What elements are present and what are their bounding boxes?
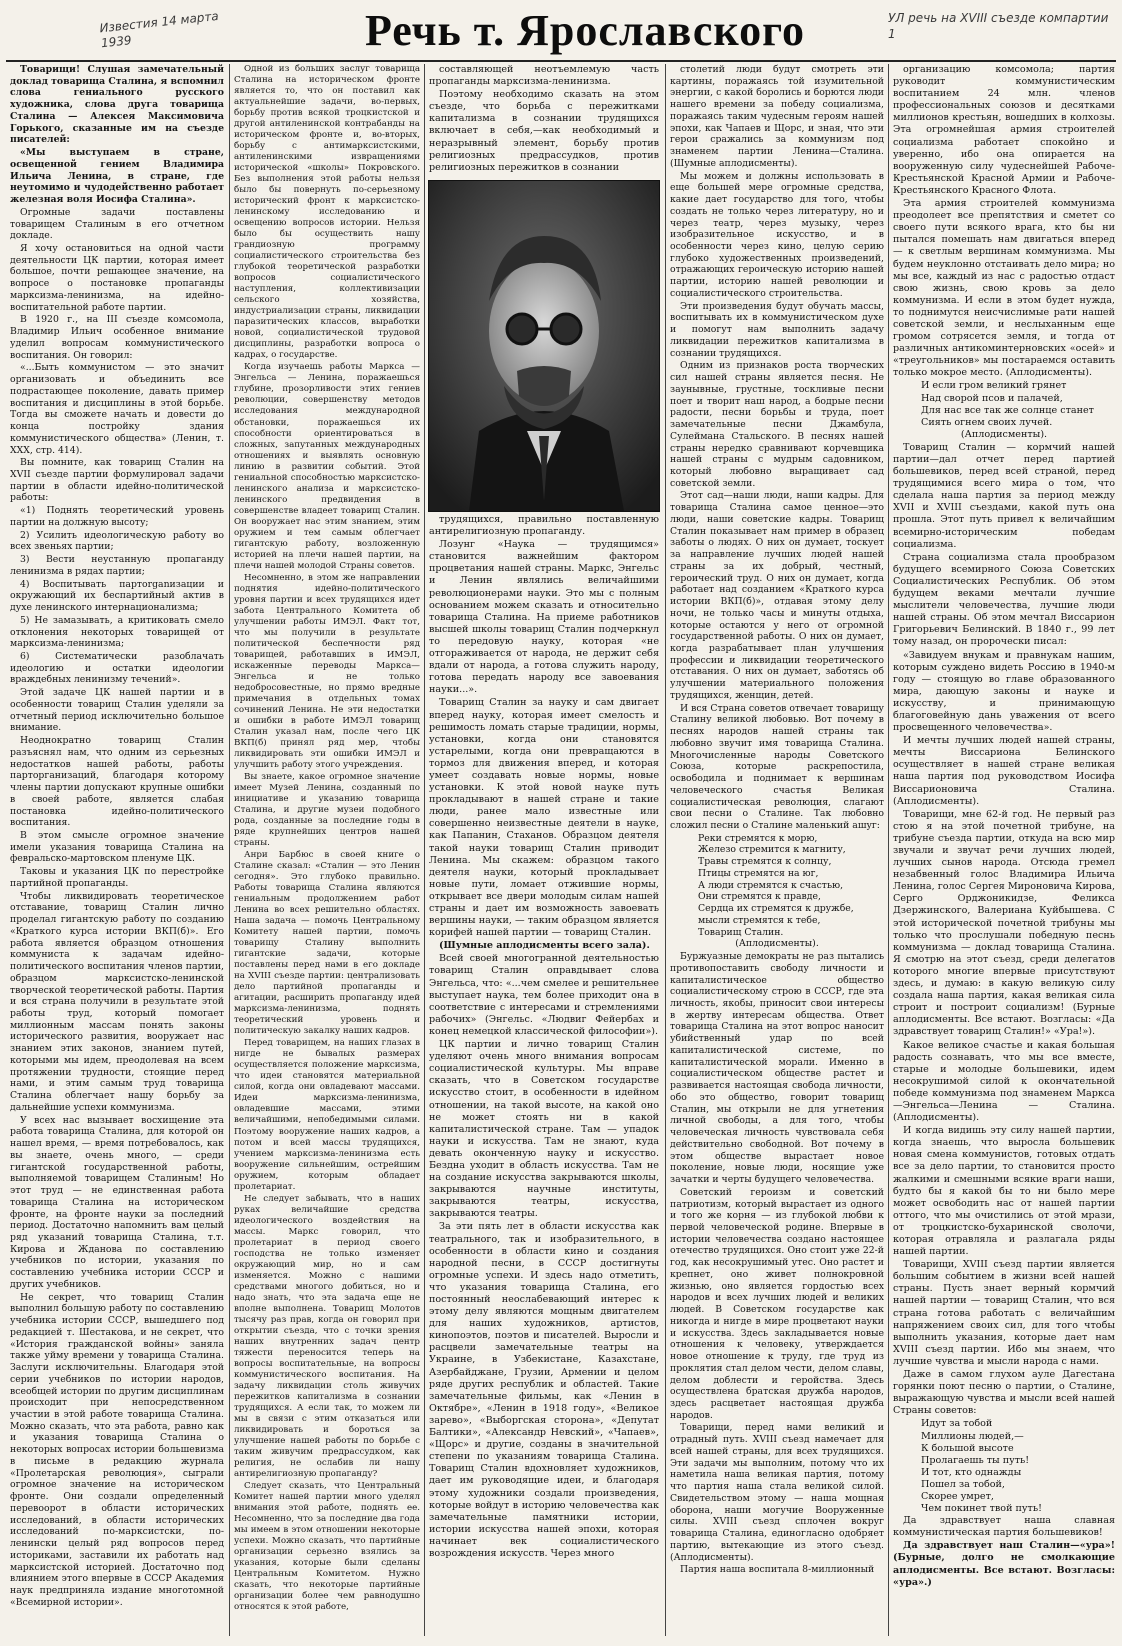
paragraph: Какое великое счастье и какая большая радость сознавать, что мы все вместе, старые и молодые большевики, идем несокрушимой силой к окончательной победе коммунизма под знаменем Маркса—Энгельса—Ленина — Сталина. (Аплодисменты).	[893, 1039, 1115, 1124]
paragraph: В этом смысле огромное значение имели указания товарища Сталина на февральско-мартовском пленуме ЦК.	[10, 830, 224, 865]
column-divider	[888, 64, 889, 1636]
article-headline: Речь т. Ярославского	[364, 6, 806, 55]
paragraph: Товарищ Сталин — кормчий нашей партии—дал отчет перед партией большевиков, перед всей страной, перед трудящимися всего мира о том, что сделала наша партия за период между XVII и XVIII съездами, какой путь она прошла. Этот путь привел к величайшим всемирно-историческим победам социализма.	[893, 441, 1115, 550]
paragraph: 4) Воспитывать партorganизации и окружающий их беспартийный актив в духе ленинского интернационализма;	[10, 578, 224, 614]
column-divider	[229, 64, 230, 1636]
paragraph: (Аплодисменты).	[960, 428, 1048, 440]
paragraph: составляющей неотъемлемую часть пропаганды марксизма-ленинизма.	[429, 64, 659, 88]
paragraph: Одной из больших заслуг товарища Сталина на историческом фронте является то, что он поставил как актуальнейшие задачи, во-первых, борьбу против всякой троцкистской и другой антиленинской контрабанды на историческом фронте и, во-вторых, борьбу с антимарксистскими, антиленинскими извращениями исторической «школы» Покровского. Без выполнения этой работы нельзя было бы повернуть по-серьезному исторический фронт к марксистско-ленинскому исследованию и освещению вопросов истории. Нельзя было бы осуществить нашу грандиозную программу социалистического строительства без глубокой теоретической разработки вопросов социалистического наступления, коллективизации сельского хозяйства, индустриализации страны, ликвидации паразитических классов, выработки новой, социалистической трудовой дисциплины, разработки вопроса о кадрах, о государстве.	[234, 64, 420, 361]
paragraph: Когда изучаешь работы Маркса — Энгельса — Ленина, поражаешься глубине, прозорливости этих гениев революции, совершенству методов исследования международной обстановки, поражаешься их способности ориентироваться в сложных, запутанных международных отношениях и выявлять основную линию в развитии событий. Этой гениальной способностью марксистско-ленинского анализа и марксистско-ленинского предвидения в совершенстве владеет товарищ Сталин. Он вооружает нас этим знанием, этим оружием и тем самым облегчает гигантскую работу, возложенную историей на плечи нашей партии, на плечи нашей молодой Страны советов.	[234, 362, 420, 571]
verse-line: Над сворой псов и палачей,	[921, 392, 1063, 404]
verse-line: Пролагаешь ты путь!	[921, 1454, 1030, 1466]
portrait-photo	[428, 180, 660, 512]
text-column-3-top	[429, 64, 659, 176]
verse-line: Они стремятся к правде,	[698, 891, 821, 903]
column-divider	[424, 64, 425, 1636]
paragraph: Следует сказать, что Центральный Комитет нашей партии много уделял внимания этой работе, поднять ее. Несомненно, что за последние два года мы имеем в этом отношении некоторые успехи. Можно сказать, что партийные организации серьезно взялись за указания, которые были сделаны Центральным Комитетом. Нужно сказать, что некоторые партийные организации более чем равнодушно относятся к этой работе,	[234, 1481, 420, 1613]
verse-line: Железо стремится к магниту,	[698, 844, 846, 856]
paragraph: Не следует забывать, что в наших руках величайшие средства идеологического воздействия на массы. Маркс говорил, что пролетариат в период своего господства не только изменяет окружающий мир, но и сам изменяется. Можно с нашими средствами многого добиться, но и надо знать, что эта задача еще не вполне выполнена. Товарищ Молотов тысячу раз прав, когда он говорил при открытии съезда, что с точки зрения наших внутренних задач центр тяжести переносится теперь на вопросы воспитательные, на вопросы коммунистического воспитания. На задачу ликвидации столь живучих пережитков капитализма в сознании трудящихся. А если так, то можем ли мы в связи с этим отказаться или ликвидировать и бороться за улучшение нашей работы по борьбе с таким живучим предрассудком, как религия, не ослабив ли нашу антирелигиозную пропаганду?	[234, 1193, 420, 1479]
paragraph: Перед товарищем, на наших глазах в нигде не бывалых размерах осуществляется положение марксизма, что идеи становятся материальной силой, когда они овладевают массами. Идеи марксизма-ленинизма, овладевшие массами, этими величайшими, непобедимыми силами. Поэтому вооружение наших кадров, а потом и всей массы трудящихся, учением марксизма-ленинизма есть вооружение сильнейшим, острейшим оружием, которым обладает пролетариат.	[234, 1038, 420, 1192]
verse-line: Сердца их стремятся к дружбе,	[698, 903, 854, 915]
paragraph: 6) Систематически разоблачать идеологию и остатки идеологии враждебных ленинизму течений».	[10, 650, 224, 686]
paragraph: Мы можем и должны использовать в еще большей мере огромные средства, какие дает государство для того, чтобы создать не только через литературу, но и через театр, через музыку, через изобразительное искусство, и в особенности через кино, целую серию глубоко художественных произведений, отражающих героическую историю нашей партии, историю нашей революции и социалистического строительства.	[670, 170, 884, 299]
paragraph: Я хочу остановиться на одной части деятельности ЦК партии, которая имеет большое, почти решающее значение, на вопросе о постановке пропаганды марксизма-ленинизма, на идейно-воспитательной работе партии.	[10, 243, 224, 313]
paragraph: Вы помните, как товарищ Сталин на XVII съезде партии формулировал задачи партии в области идейно-политической работы:	[10, 457, 224, 504]
paragraph: Буржуазные демократы не раз пытались противопоставить свободу личности и капиталистическое общество социалистическому строю в СССР, где эта личность, якобы, приносит свои интересы в жертву интересам общества. Ответ товарища Сталина на этот вопрос наносит убийственный удар по всей капиталистической системе, по капиталистической морали. Именно в социалистическом обществе растет и развивается настоящая свобода личности, обо это общество, говорит товарищ Сталин, мы открыли не для угнетения личной свободы, а для того, чтобы человеческая личность чувствовала себя действительно свободной. Вот почему в этом обществе вырастает новое поколение, новые люди, носящие уже зачатки и черты будущего человечества.	[670, 951, 884, 1186]
paragraph: Анри Барбюс в своей книге о Сталине сказал: «Сталин — это Ленин сегодня». Это глубоко правильно. Работы товарища Сталина являются гениальным продолжением работ Ленина во всех решительно областях. Наша задача — помочь Центральному Комитету нашей партии, помочь товарищу Сталину выполнить гигантские задачи, которые поставлены перед нами в его докладе на XVIII съезде партии: централизовать дело партийной пропаганды и агитации, расширить пропаганду идей марксизма-ленинизма, поднять теоретический уровень и политическую закалку наших кадров.	[234, 850, 420, 1037]
text-column-1	[10, 64, 224, 1636]
paragraph: Одним из признаков роста творческих сил нашей страны является песня. Не заунывные, грустные, тоскливые песни поет и творит наш народ, а бодрые песни радости, песни борьбы и труда, поет замечательные песни Джамбула, Сулеймана Стальского. В песнях нашей страны нередко сравнивают корчевщика нашей страны с мудрым садовником, который любовно выращивает сад советской земли.	[670, 360, 884, 489]
paragraph: Этот сад—наши люди, наши кадры. Для товарища Сталина самое ценное—это люди, наши советские кадры. Товарищ Сталин показывает нам пример в образец заботы о людях. О них он думает, тоскует за направление лучших людей нашей страны за их добрый, честный, героический труд. О них он думает, когда работает над созданием «Краткого курса истории ВКП(б)», отдавая этому делу ночи, не только часы и минуты отдыха, которые остаются у него от огромной государственной работы. О них он думает, когда разрабатывает план улучшения профессии и ликвидации теоретического отставания. О них он думает, заботясь об улучшении материального положения трудящихся, женщин, детей.	[670, 490, 884, 701]
text-column-5	[893, 64, 1115, 1636]
verse-line: Сиять огнем своих лучей.	[921, 416, 1053, 428]
paragraph: Этой задаче ЦК нашей партии и в особенности товарищ Сталин уделяли за отчетный период исключительно большое внимание.	[10, 687, 224, 734]
paragraph: (Шумные аплодисменты всего зала).	[439, 940, 650, 952]
verse-line: Птицы стремятся на юг,	[698, 867, 819, 879]
paragraph: 3) Вести неустанную пропаганду ленинизма в рядах партии;	[10, 554, 224, 577]
paragraph: Партия наша воспитала 8-миллионный	[680, 1564, 875, 1576]
verse-line: Товарищ Сталин.	[698, 926, 784, 938]
column-divider	[665, 64, 666, 1636]
paragraph: Товарищ Сталин за науку и сам двигает вперед науку, которая имеет смелость и решимость ломать старые традиции, нормы, установки, когда они становятся устарелыми, когда они превращаются в тормоз для движения вперед, и которая умеет создавать новые нормы, новые установки. К этой новой науке путь прокладывают в нашей стране и такие люди, ранее мало известные или совершенно неизвестные деятели в науке, как Папанин, Стаханов. Образцом деятеля такой науки товарищ Сталин приводит Ленина. Мы скажем: образцом такого деятеля науки, который прокладывает новые пути, ломает отжившие нормы, открывает все двери молодым силам нашей страны и дает им возможность завоевать вершины науки, — таким образцом является корифей нашей партии — товарищ Сталин.	[429, 697, 659, 939]
verse-line: А люди стремятся к счастью,	[698, 879, 844, 891]
text-column-3-bottom	[429, 514, 659, 1636]
paragraph: Да здравствует наша славная коммунистическая партия большевиков!	[893, 1515, 1115, 1539]
paragraph: Эта армия строителей коммунизма преодолеет все препятствия и сметет со своего пути всякого врага, кто бы ни пытался помешать нам двигаться вперед — к светлым вершинам коммунизма. Мы будем неуклонно отстаивать дело мира; но мы все, каждый из нас с радостью отдаст свою жизнь, свою кровь за дело коммунизма. И если в этом будет нужда, то поднимутся неисчислимые рати нашей советской земли, и неслыханным еще громом сотрясется земля, и тогда от различных антикоминтерновских «осей» и «треугольников» мы постараемся оставить только мокрое место. (Аплодисменты).	[893, 198, 1115, 379]
paragraph: столетий люди будут смотреть эти картины, поражаясь той изумительной энергии, с какой боролись и борются люди нашего времени за победу социализма, поражаясь таким чудесным героям нашей эпохи, как Чапаев и Щорс, и зная, что эти герои сражались за коммунизм под знаменем партии Ленина—Сталина. (Шумные аплодисменты).	[670, 64, 884, 169]
verse-line: Реки стремятся к морю,	[698, 832, 818, 844]
paragraph: Товарищи, XVIII съезд партии является большим событием в жизни всей нашей страны. Пусть знает верный кормчий нашей партии — товарищ Сталин, что вся страна готова работать с величайшим напряжением своих сил, для того чтобы выполнить указания, которые дает нам XVIII съезд партии. Ибо мы знаем, что лучшие чувства и мысли народа с нами.	[893, 1259, 1115, 1367]
headline-rule	[6, 60, 1116, 62]
paragraph: Лозунг «Наука — трудящимся» становится важнейшим фактором процветания нашей страны. Маркс, Энгельс и Ленин являлись величайшими революционерами науки. Это мы с полным основанием можем сказать и относительно товарища Сталина. На приеме работников высшей школы товарищ Сталин подчеркнул то передовую науку, которая «не отгораживается от народа, не держит себя вдали от народа, а готова служить народу, готова передать народу все завоевания науки...».	[429, 539, 659, 696]
paragraph: За эти пять лет в области искусства как театрального, так и изобразительного, в особенности в области кино и создания народной песни, в СССР достигнуты огромные успехи. И здесь надо отметить, что указания товарища Сталина, его постоянный неослабевающий интерес к этому делу являются мощным двигателем для наших художников, артистов, кинопоэтов, поэтов и писателей. Выросли и расцвели замечательные театры на Украине, в Узбекистане, Казахстане, Азербайджане, Грузии, Армении и целом ряде других республик и областей. Такие замечательные фильмы, как «Ленин в Октябре», «Ленин в 1918 году», «Великое зарево», «Выборгская сторона», «Депутат Балтики», «Александр Невский», «Чапаев», «Щорс» и другие, созданы в значительной степени по указаниям товарища Сталина. Товарищ Сталин вдохновляет художников, дает им руководящие идеи, и благодаря этому художники создали произведения, которые войдут в историю человечества как замечательные памятники истории, истории искусства нашей эпохи, которая начинает век социалистического возрождения искусств. Через много	[429, 1221, 659, 1559]
paragraph: Всей своей многогранной деятельностью товарищ Сталин оправдывает слова Энгельса, что: «...чем смелее и решительнее выступает наука, тем более приходит она в соответствие с интересами и стремлениями рабочих» (Энгельс. «Людвиг Фейербах и конец немецкой классической философии»).	[429, 953, 659, 1037]
paragraph: Поэтому необходимо сказать на этом съезде, что борьба с пережитками капитализма в сознании трудящихся включает в себя,—как необходимый и неразрывный элемент, борьбу против религиозных предрассудков, против религиозных пережитков в сознании	[429, 89, 659, 173]
paragraph: 5) Не замазывать, а критиковать смело отклонения некоторых товарищей от марксизма-ленинизма;	[10, 614, 224, 650]
paragraph: И когда видишь эту силу нашей партии, когда знаешь, что выросла большевик новая смена коммунистов, готовых отдать все за дело партии, то становится просто жалкими и смешными всякие враги наши, будто бы я какой бы то ни было мере может освободить нас от нашей партии оттого, что мы очистились от этой мрази, от троцкистско-бухаринской сволочи, которая отравляла и разлагала ряды нашей партии.	[893, 1125, 1115, 1258]
paragraph: «...Быть коммунистом — это значит организовать и объединить все подрастающее поколение, давать пример воспитания и дисциплины в этой борьбе. Тогда вы сможете начать и довести до конца постройку здания коммунистического общества» (Ленин, т. XXX, стр. 414).	[10, 362, 224, 456]
paragraph: Советский героизм и советский патриотизм, который вырастает из одного и того же корня — из глубокой любви к первой человеческой родине. Впервые в истории человечества создано настоящее отечество трудящихся. Оно стоит уже 22-й год, как несокрушимый утес. Оно растет и крепнет, оно живет полнокровной жизнью, оно является гордостью всех народов и всех лучших людей и великих людей. В Советском государстве как никогда и нигде в мире процветают науки и искусства. Здесь закладывается новые отношения к человеку, утверждается новое отношение к труду, где труд из проклятия стал делом чести, делом славы, делом доблести и геройства. Здесь осуществлена братская дружба народов, здесь расцветает настоящая дружба народов.	[670, 1186, 884, 1421]
paragraph: Товарищи, мне 62-й год. Не первый раз стою я на этой почетной трибуне, на трибуне съезда партии, откуда на всю мир звучали и звучат речи лучших людей, лучших сынов народа. Отсюда гремел незабвенный голос Владимира Ильича Ленина, голос Сергея Мироновича Кирова, Серго Орджоникидзе, Феликса Дзержинского, Валериана Куйбышева. С этой исторической почетной трибуны мы только что прослушали победную песнь коммунизма — доклад товарища Сталина. Я смотрю на этот съезд, среди делегатов которого многие впервые присутствуют здесь, и думаю: в какую великую силу создала наша партия, какая великая сила строит и построит социализм! (Бурные аплодисменты. Все встают. Возгласы: «Да здравствует товарищ Сталин!» «Ура!»).	[893, 808, 1115, 1038]
paragraph: Эти произведения будут обучать массы, воспитывать их в коммунистическом духе и помогут нам выполнить задачу ликвидации пережитков капитализма в сознании трудящихся.	[670, 300, 884, 359]
paragraph: Не секрет, что товарищ Сталин выполнил большую работу по составлению учебника истории СССР, вышедшего под редакцией т. Шестакова, и не секрет, что «История гражданской войны» заняла также уйму времени у товарища Сталина. Заслуги исключительны. Благодаря этой серии учебников по истории народов, всеобщей истории по другим дисциплинам происходит при непосредственном участии в этой работе товарища Сталина. Можно сказать, что эта работа, равно как и указания товарища Сталина о некоторых вопросах истории большевизма в письме в редакцию журнала «Пролетарская революция», сыграли огромное значение на историческом фронте. Они создали определенный перевоорот в области исторических исследований, в области исторических исследований по-марксистски, по-ленински целый ряд вопросов перед историками, заставили их работать над марксистской историей. Достаточно под влиянием этого впервые в СССР Академия наук предприняла издание многотомной «Всемирной истории».	[10, 1291, 224, 1608]
paragraph: Несомненно, в этом же направлении поднятия идейно-политического уровня партии и всех трудящихся идет забота Центрального Комитета об улучшении работы ИМЭЛ. Факт тот, что мы получили в результате политической беспечности ряд товарищей, работавших в ИМЭЛ, искаженные переводы Маркса—Энгельса и не только недобросовестные, но прямо вредные примечания в отдельных томах сочинений Ленина. Не эти недостатки и ошибки в работе ИМЭЛ товарищ Сталин указал нам, после чего ЦК ВКП(б) принял ряд мер, чтобы ликвидировать эти ошибки ИМЭЛ и улучшить работу этого учреждения.	[234, 572, 420, 770]
paragraph: Товарищи! Слушая замечательный доклад товарища Сталина, я вспомнил слова гениального русского художника, слова друга товарища Сталина — Алексея Максимовича Горького, сказанные им на съезде писателей:	[10, 64, 224, 146]
verse-line: Идут за тобой	[921, 1418, 993, 1430]
paragraph: (Аплодисменты).	[735, 938, 819, 950]
verse-line: Скорее умрет,	[921, 1490, 994, 1502]
text-column-2	[234, 64, 420, 1636]
handwritten-note-left: Известия 14 марта 1939	[98, 8, 220, 51]
paragraph: 2) Усилить идеологическую работу во всех звеньях партии;	[10, 529, 224, 553]
paragraph: Товарищи, перед нами великий и отрадный путь. XVIII съезд намечает для всей нашей страны, для всех трудящихся. Эти задачи мы выполним, потому что их наметила наша великая партия, потому что партия наша стала великой силой. Свидетельством этому — наша мощная оборона, наши могучие Вооруженные силы. XVIII съезд сплочен вокруг товарища Сталина, единогласно одобряет партию, вытекающие из этого съезд. (Аплодисменты).	[670, 1422, 884, 1563]
verse-line: Миллионы людей,—	[921, 1430, 1024, 1442]
paragraph: Неоднократно товарищ Сталин разъяснял нам, что одним из серьезных недостатков нашей работы, работы парторганизаций, благодаря которому члены партии допускают крупные ошибки в своей работе, является слабая постановка идейно-политического воспитания.	[10, 735, 224, 829]
paragraph: Чтобы ликвидировать теоретическое отставание, товарищ Сталин лично проделал гигантскую работу по созданию «Краткого курса истории ВКП(б)». Его работа является образцом отношения коммуниста к задачам идейно-политического воспитания членов партии, образцом марксистско-ленинской творческой теоретической работы. Партия и вся страна получили в результате этой работы труд, который помогает миллионным массам понять законы исторического развития, вооружает нас знанием этих законов, знанием путей, которыми мы идем, преодолевая на всем протяжении трудности, стоящие перед нами, и этим самым труд товарища Сталина облегчает нашу борьбу за дальнейшие успехи коммунизма.	[10, 890, 224, 1113]
paragraph: «Мы выступаем в стране, освещенной гением Владимира Ильича Ленина, в стране, где неутомимо и чудодейственно работает железная воля Иосифа Сталина».	[10, 147, 224, 206]
paragraph: Страна социализма стала прообразом будущего всемирного Союза Советских Социалистических Республик. Об этом будущем веками мечтали лучшие мыслители человечества, лучшие люди нашей страны. Об этом мечтал Виссарион Григорьевич Белинский. В 1840 г., 99 лет тому назад, он пророчески писал:	[893, 551, 1115, 648]
paragraph: Вы знаете, какое огромное значение имеет Музей Ленина, созданный по инициативе и указанию товарища Сталина, и другие музеи подобного рода, созданные за последние годы в ряде крупнейших центров нашей страны.	[234, 772, 420, 849]
verse-line: К большой высоте	[921, 1442, 1014, 1454]
handwritten-note-right: УЛ речь на XVIII съезде компартии 1	[888, 11, 1109, 41]
paragraph: И мечты лучших людей нашей страны, мечты Виссариона Белинского осуществляет в нашей стране великая наша партия под руководством Иосифа Виссарионовича Сталина. (Аплодисменты).	[893, 735, 1115, 807]
paragraph: Таковы и указания ЦК по перестройке партийной пропаганды.	[10, 866, 224, 889]
paragraph: организацию комсомола; партия руководит коммунистическим воспитанием 24 млн. членов профессиональных союзов и десятками миллионов крестьян, вошедших в колхозы. Эта огромнейшая армия строителей социализма работает спокойно и уверенно, ибо она опирается на вооруженную силу чудеснейшей Рабоче-Крестьянской Красной Армии и Рабоче-Крестьянского Красного Флота.	[893, 64, 1115, 196]
paragraph: Огромные задачи поставлены товарищем Сталиным в его отчетном докладе.	[10, 206, 224, 242]
paragraph: Да здравствует наш Сталин—«ура»! (Бурные, долго не смолкающие аплодисменты. Все встают. Возгласы: «ура».)	[893, 1540, 1115, 1588]
paragraph: трудящихся, правильно поставленную антирелигиозную пропаганду.	[429, 514, 659, 538]
paragraph: ЦК партии и лично товарищ Сталин уделяют очень много внимания вопросам социалистической культуры. Мы вправе сказать, что в Советском государстве искусство стоит, в особенности в идейном отношении, на такой высоте, на какой оно не может стоять ни в какой капиталистической стране. Там — упадок науки и искусства. Там не знают, куда девать оконченную науку и искусство. Бездна уходит в область искусства. Там не на создание искусства закрываются школы, закрываются научные институты, закрываются театры, искусства, закрываются театры.	[429, 1039, 659, 1220]
paragraph: И вся Страна советов отвечает товарищу Сталину великой любовью. Вот почему в песнях народов нашей страны так любовно звучит имя товарища Сталина. Многочисленные народы Советского Союза, которые раскрепостила, освободила и поднимает к вершинам человеческого счастья Великая социалистическая революция, слагают свои песни о Сталине. Так любовно сложил песни о Сталине маленький ашуг:	[670, 702, 884, 831]
verse-line: Травы стремятся к солнцу,	[698, 856, 832, 868]
paragraph: Даже в самом глухом ауле Дагестана горянки поют песню о партии, о Сталине, выражающую чувства и мысли всей нашей Страны советов:	[893, 1369, 1115, 1417]
paragraph: «1) Поднять теоретический уровень партии на должную высоту;	[10, 505, 224, 528]
paragraph: В 1920 г., на III съезде комсомола, Владимир Ильич особенное внимание уделил вопросам коммунистического воспитания. Он говорил:	[10, 314, 224, 361]
verse-line: Для нас все так же солнце станет	[921, 404, 1094, 416]
paragraph: «Завидуем внукам и правнукам нашим, которым суждено видеть Россию в 1940-м году — стоящую во главе образованного мира, дающую законы и науке и искусству, и принимающую благоговейную дань уважения от всего просвещенного человечества».	[893, 649, 1115, 734]
verse-line: И тот, кто однажды	[921, 1466, 1022, 1478]
verse-line: И если гром великий грянет	[921, 380, 1067, 392]
verse-line: мысли стремятся к тебе,	[698, 914, 821, 926]
verse-line: Пошел за тобой,	[921, 1478, 1005, 1490]
verse-line: Чем покинет твой путь!	[921, 1503, 1042, 1515]
paragraph: У всех нас вызывает восхищение эта работа товарища Сталина, для которой он нашел время, — время потребовалось, как вы знаете, очень много, — среди гигантской государственной работы, выполняемой товарищем Сталиным! Но этот труд — не единственная работа товарища Сталина на историческом фронте, на фронте науки за последний период. Достаточно напомнить вам целый ряд указаний товарища Сталина, т.т. Кирова и Жданова по составлению учебников по истории, указания по составлению учебника истории СССР и других учебников.	[10, 1114, 224, 1290]
portrait-icon	[429, 181, 659, 511]
text-column-4	[670, 64, 884, 1636]
